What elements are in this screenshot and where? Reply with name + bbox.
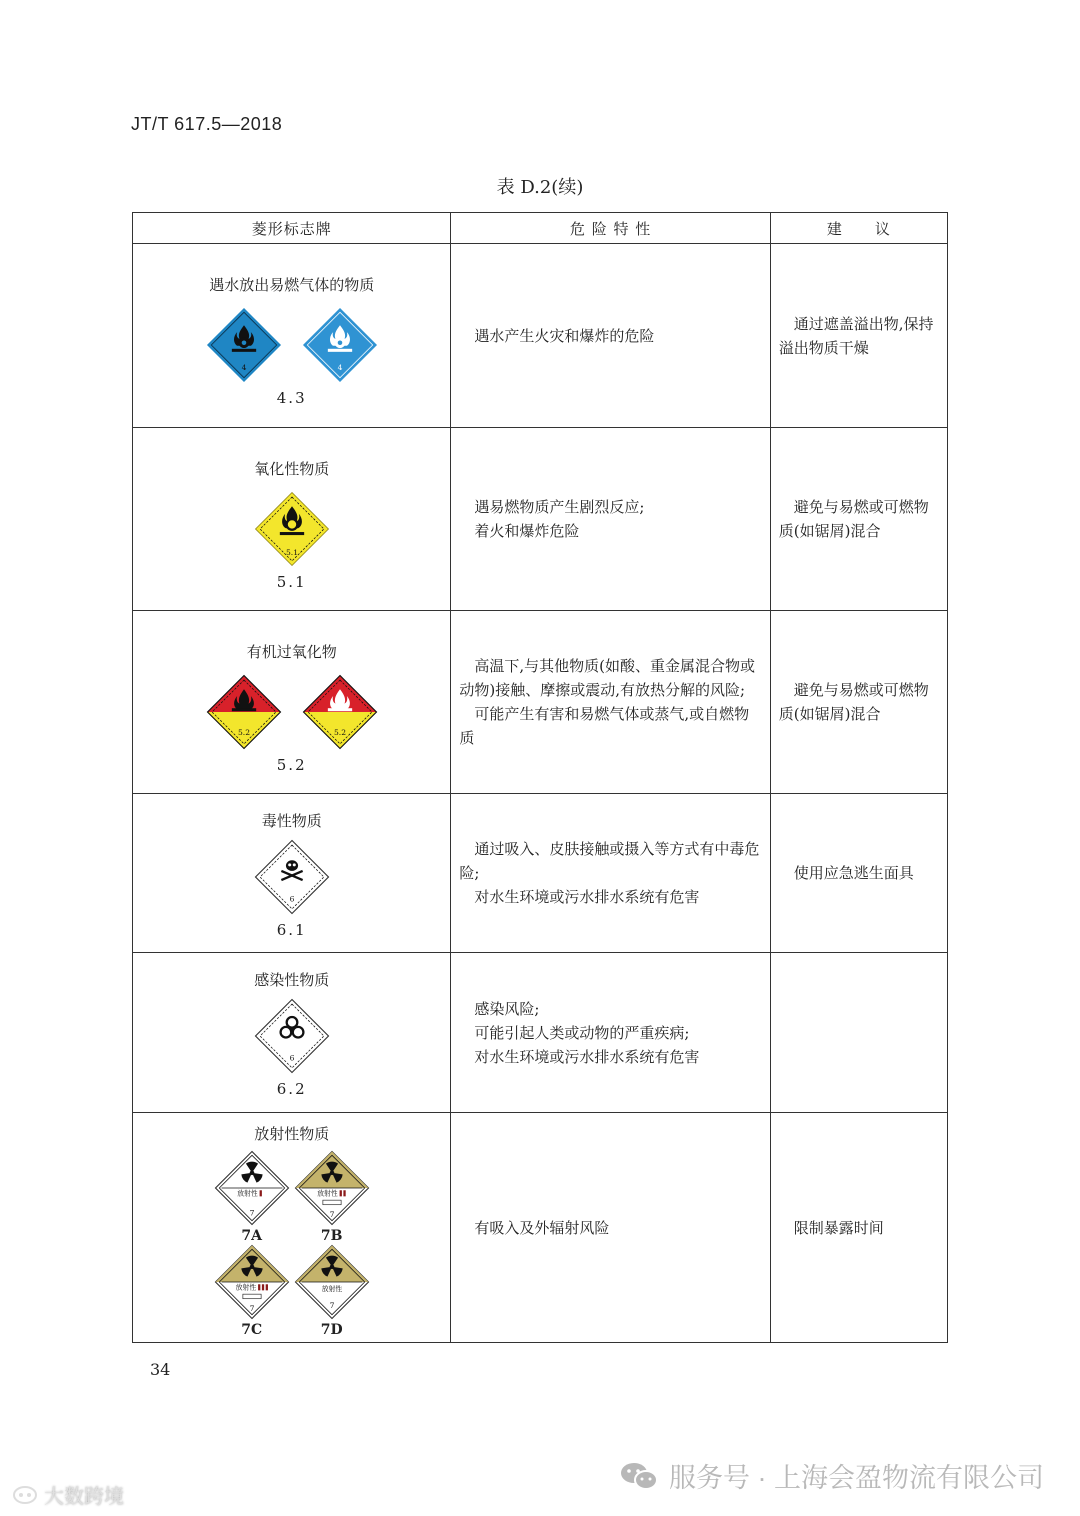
sign-name: 有机过氧化物: [246, 643, 337, 661]
sign-digit: 7: [329, 1300, 335, 1310]
hazard-cell: [451, 794, 770, 953]
hazard-cell: [451, 1113, 770, 1343]
hazard-cell: [451, 953, 770, 1113]
table-title: 表 D.2(续): [496, 177, 584, 198]
sign-code: 5.1: [276, 573, 307, 591]
hazard-text: 可能引起人类或动物的严重疾病;: [474, 1023, 690, 1042]
hazard-text: 遇易燃物质产生剧烈反应;: [474, 498, 645, 516]
sign-digit: 7: [329, 1209, 335, 1219]
sign-code: 4.3: [276, 389, 307, 407]
hazard-text: 感染风险;: [474, 999, 540, 1018]
sign-code: 6.1: [276, 921, 307, 939]
sign-cell: [133, 794, 451, 953]
sign-group: [133, 839, 450, 915]
radioactive-7b-sign-icon: [294, 1150, 370, 1226]
toxic-sign-icon: [254, 839, 330, 915]
sign-digit: 6: [289, 1053, 295, 1063]
sign-code: 6.2: [276, 1080, 307, 1098]
advice-text: 通过遮盖溢出物,保持溢出物质干燥: [778, 314, 934, 357]
hazard-text: 着火和爆炸危险: [474, 522, 580, 540]
table-row: [133, 1113, 948, 1343]
sign-text: 放射性: [236, 1189, 258, 1198]
radioactive-7c-sign-icon: [214, 1244, 290, 1320]
table-row: [133, 953, 948, 1113]
sign-digit: 5.2: [333, 727, 346, 737]
advice-text: 限制暴露时间: [793, 1218, 884, 1237]
sign-cell: [133, 611, 451, 794]
advice-text: 避免与易燃或可燃物质(如锯屑)混合: [778, 498, 929, 540]
sign-cell: [133, 244, 451, 428]
logo-text: 大数跨境: [44, 1486, 124, 1508]
hazard-text: 通过吸入、皮肤接触或摄入等方式有中毒危险;: [459, 840, 760, 882]
oxidizer-sign-icon: [254, 491, 330, 567]
page-number: 34: [150, 1360, 171, 1379]
service-account-watermark: [619, 1456, 1044, 1495]
radioactive-7a-sign-icon: [214, 1150, 290, 1226]
hazard-text: 对水生环境或污水排水系统有危害: [474, 888, 700, 906]
table-row: [133, 244, 948, 428]
sign-digit: 5.1: [285, 547, 298, 557]
advice-cell: [770, 1113, 947, 1343]
hazard-text: 对水生环境或污水排水系统有危害: [474, 1047, 700, 1066]
sign-digit: 7: [249, 1303, 255, 1313]
sign-text: 放射性: [316, 1189, 338, 1198]
water-reactive-light-sign-icon: [302, 307, 378, 383]
radioactive-7d-sign-icon: [294, 1244, 370, 1320]
watermark-logo: [12, 1480, 124, 1509]
organic-peroxide-dark-sign-icon: [206, 674, 282, 750]
sign-text: 放射性: [321, 1285, 342, 1294]
sign-digit: 4: [337, 363, 343, 373]
organic-peroxide-light-sign-icon: [302, 674, 378, 750]
advice-cell: [770, 953, 947, 1113]
table-row: [133, 794, 948, 953]
hazard-text: 遇水产生火灾和爆炸的危险: [474, 326, 655, 345]
hazard-text: 高温下,与其他物质(如酸、重金属混合物或动物)接触、摩擦或震动,有放热分解的风险;: [459, 657, 756, 699]
hazard-text: 有吸入及外辐射风险: [474, 1218, 610, 1237]
radioactive-sign-grid: [133, 1150, 450, 1338]
column-header-sign: 菱形标志牌: [133, 213, 451, 244]
sign-group: [133, 307, 450, 383]
sign-name: 放射性物质: [254, 1125, 330, 1143]
sign-digit: 6: [289, 894, 295, 904]
radioactive-label: 7C: [241, 1322, 263, 1338]
sign-cell: [133, 428, 451, 611]
radioactive-7d: [292, 1244, 372, 1338]
radioactive-7c: [212, 1244, 292, 1338]
sign-group: [133, 674, 450, 750]
logo-icon: [12, 1485, 38, 1505]
table-row: [133, 611, 948, 794]
service-text: 服务号 · 上海会盈物流有限公司: [669, 1463, 1044, 1493]
sign-group: [133, 491, 450, 567]
column-header-hazard: 危 险 特 性: [451, 213, 770, 244]
biohazard-sign-icon: [254, 998, 330, 1074]
table-row: [133, 428, 948, 611]
sign-digit: 5.2: [237, 727, 250, 737]
advice-cell: [770, 794, 947, 953]
table-header-row: [133, 213, 948, 244]
hazard-cell: [451, 244, 770, 428]
advice-cell: [770, 428, 947, 611]
hazard-table: [132, 212, 948, 1343]
hazard-cell: [451, 428, 770, 611]
standard-code: JT/T 617.5—2018: [131, 114, 283, 134]
radioactive-label: 7B: [320, 1228, 343, 1244]
wechat-icon: [619, 1460, 659, 1492]
sign-text: 放射性: [235, 1283, 256, 1292]
sign-digit: 7: [249, 1208, 255, 1218]
advice-text: 使用应急逃生面具: [793, 864, 914, 882]
hazard-text: 可能产生有害和易燃气体或蒸气,或自燃物质: [459, 705, 750, 747]
advice-text: 避免与易燃或可燃物质(如锯屑)混合: [778, 681, 929, 723]
sign-name: 毒性物质: [261, 812, 322, 830]
sign-name: 氧化性物质: [254, 460, 330, 478]
sign-group: [133, 998, 450, 1074]
radioactive-label: 7D: [320, 1322, 343, 1338]
sign-cell: [133, 1113, 451, 1343]
advice-cell: [770, 244, 947, 428]
radioactive-7a: [212, 1150, 292, 1244]
sign-cell: [133, 953, 451, 1113]
sign-name: 感染性物质: [254, 971, 330, 989]
column-header-advice: 建 议: [770, 213, 947, 244]
water-reactive-dark-sign-icon: [206, 307, 282, 383]
sign-digit: 4: [241, 363, 247, 373]
radioactive-label: 7A: [241, 1228, 262, 1244]
hazard-cell: [451, 611, 770, 794]
sign-name: 遇水放出易燃气体的物质: [209, 276, 375, 294]
radioactive-7b: [292, 1150, 372, 1244]
sign-code: 5.2: [276, 756, 307, 774]
advice-cell: [770, 611, 947, 794]
